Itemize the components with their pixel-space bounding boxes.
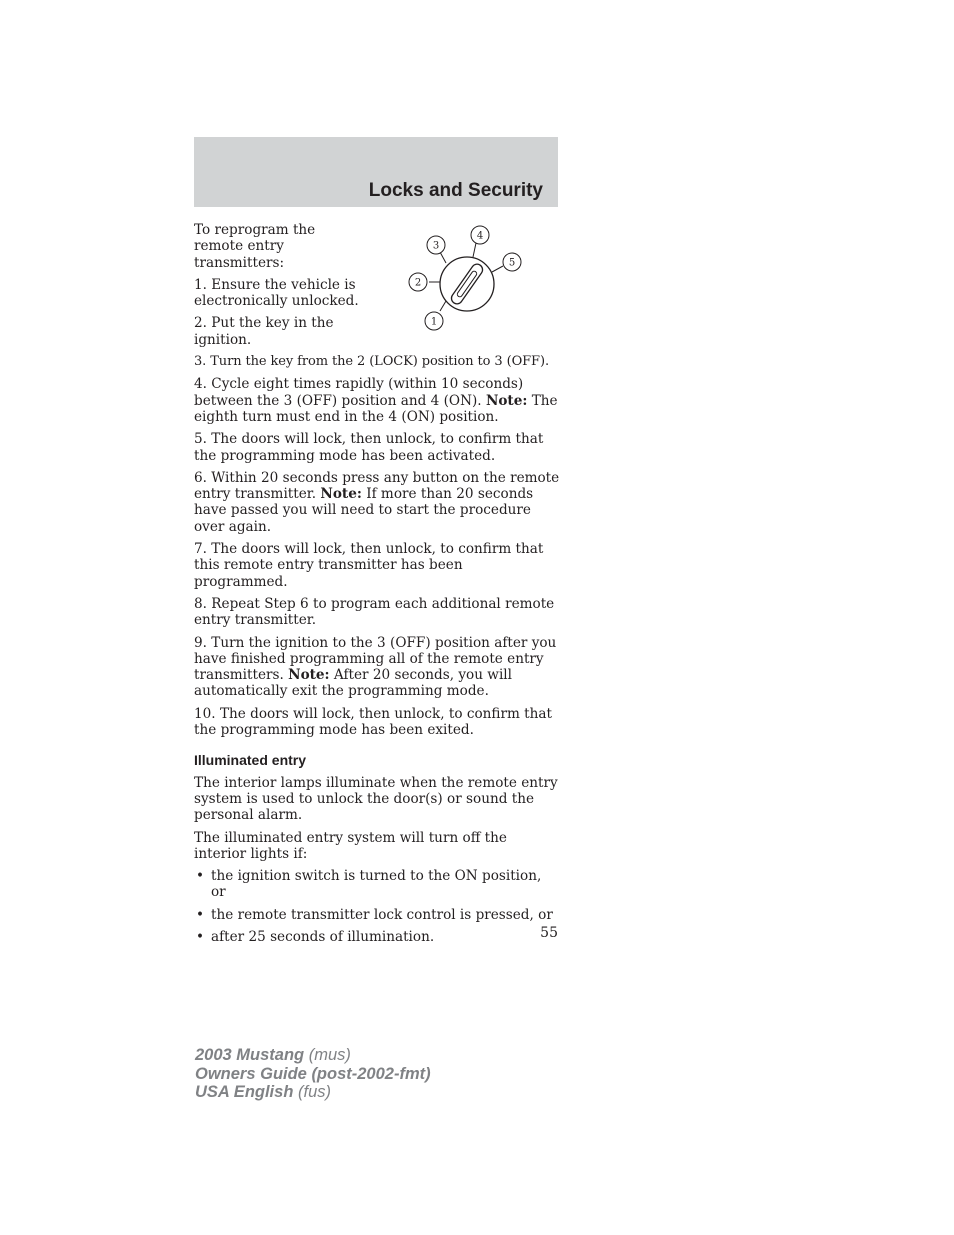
footer-language-code: (fus)	[298, 1083, 331, 1102]
step-4-note: The eighth turn must end in the 4 (ON) position.	[194, 392, 558, 425]
list-item	[194, 868, 560, 901]
step-5: 5. The doors will lock, then unlock, to confirm that the programming mode has been activated.	[194, 431, 544, 464]
footer-model: 2003 Mustang	[195, 1046, 305, 1064]
step-9-note: After 20 seconds, you will automatically exit the programming mode.	[194, 667, 512, 700]
step-9-note-label: Note:	[288, 667, 330, 684]
footer-guide: Owners Guide (post-2002-fmt)	[195, 1064, 431, 1083]
illuminated-entry-heading: Illuminated entry	[194, 752, 307, 769]
footer-line-2	[195, 1065, 431, 1084]
step-6-note-label: Note:	[320, 486, 362, 503]
illuminated-paragraph-2: The illuminated entry system will turn off the interior lights if:	[194, 829, 507, 862]
step-8: 8. Repeat Step 6 to program each additional remote entry transmitter.	[194, 595, 555, 629]
page-body	[194, 222, 560, 951]
position-label-2: 2	[414, 277, 422, 289]
section-title: Locks and Security	[368, 180, 543, 201]
illuminated-paragraph-1: The interior lamps illuminate when the remote entry system is used to unlock the door(s) or sound the personal alarm.	[194, 774, 558, 824]
step-7: 7. The doors will lock, then unlock, to confirm that this remote entry transmitter has been programmed.	[194, 541, 544, 590]
step-9	[194, 635, 560, 700]
step-4-text: 4. Cycle eight times rapidly (within 10 seconds) between the 3 (OFF) position and 4 (ON).	[194, 376, 524, 409]
footer-language: USA English	[195, 1083, 294, 1102]
footer-line-3	[195, 1083, 431, 1102]
page-number: 55	[540, 925, 558, 941]
step-10: 10. The doors will lock, then unlock, to confirm that the programming mode has been exited.	[194, 705, 552, 739]
list-item-text: the ignition switch is turned to the ON position, or	[211, 868, 542, 901]
step-2: 2. Put the key in the ignition.	[194, 315, 334, 348]
step-4-note-label: Note:	[485, 392, 528, 409]
step-9-text: 9. Turn the ignition to the 3 (OFF) position after you have finished programming all of the remote entry transmitters.	[194, 634, 557, 684]
position-label-1: 1	[430, 316, 438, 328]
step-6-note: If more than 20 seconds have passed you will need to start the procedure over again.	[194, 486, 534, 535]
list-item	[194, 907, 560, 923]
step-4	[194, 376, 560, 425]
intro-paragraph: To reprogram the remote entry transmitters:	[194, 222, 316, 271]
step-6-text: 6. Within 20 seconds press any button on the remote entry transmitter.	[194, 469, 560, 503]
list-item-text: the remote transmitter lock control is pressed, or	[211, 906, 553, 923]
bullet-icon: •	[196, 868, 205, 885]
position-label-3: 3	[432, 240, 440, 252]
position-label-5: 5	[508, 257, 516, 269]
bullet-icon: •	[196, 906, 205, 923]
bullet-icon: •	[196, 928, 205, 945]
position-label-4: 4	[476, 230, 484, 242]
footer-line-1	[195, 1046, 431, 1065]
section-header-band	[194, 137, 558, 207]
step-3: 3. Turn the key from the 2 (LOCK) position to 3 (OFF).	[194, 354, 549, 370]
list-item-text: after 25 seconds of illumination.	[211, 928, 435, 945]
step-6	[194, 470, 560, 535]
step-1: 1. Ensure the vehicle is electronically unlocked.	[194, 276, 359, 310]
document-footer	[195, 1046, 431, 1102]
footer-model-code: (mus)	[308, 1046, 351, 1064]
